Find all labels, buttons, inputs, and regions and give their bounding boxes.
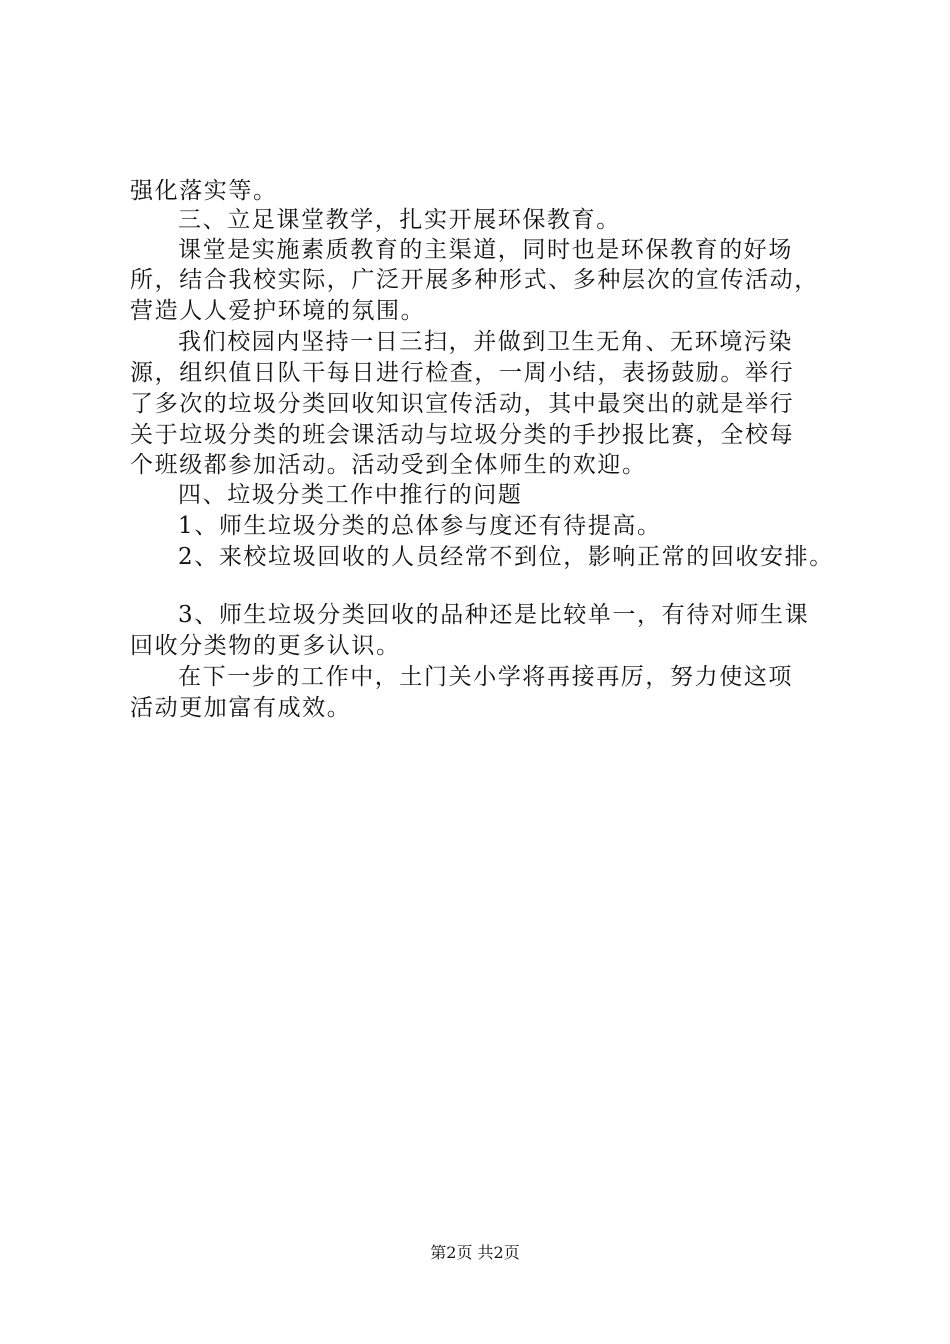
paragraph-line: 所，结合我校实际，广泛开展多种形式、多种层次的宣传活动， [130, 267, 819, 293]
list-item: 1、师生垃圾分类的总体参与度还有待提高。 [178, 513, 662, 539]
paragraph-line: 关于垃圾分类的班会课活动与垃圾分类的手抄报比赛，全校每 [130, 422, 795, 448]
paragraph-line: 源，组织值日队干每日进行检查，一周小结，表扬鼓励。举行 [130, 360, 795, 386]
list-item: 2、来校垃圾回收的人员经常不到位，影响正常的回收安排。 [178, 544, 834, 570]
section-heading: 三、立足课堂教学，扎实开展环保教育。 [178, 207, 621, 233]
paragraph-line: 个班级都参加活动。活动受到全体师生的欢迎。 [130, 452, 647, 478]
paragraph-line: 课堂是实施素质教育的主渠道，同时也是环保教育的好场 [178, 237, 793, 263]
paragraph-line: 强化落实等。 [130, 178, 278, 204]
paragraph-line: 营造人人爱护环境的氛围。 [130, 298, 426, 324]
paragraph-line: 在下一步的工作中，土门关小学将再接再厉，努力使这项 [178, 664, 793, 690]
section-heading: 四、垃圾分类工作中推行的问题 [178, 482, 523, 508]
paragraph-line: 了多次的垃圾分类回收知识宣传活动，其中最突出的就是举行 [130, 391, 795, 417]
list-item: 3、师生垃圾分类回收的品种还是比较单一，有待对师生课 [178, 602, 810, 628]
page-number-footer: 第2页 共2页 [430, 1243, 520, 1262]
paragraph-line: 我们校园内坚持一日三扫，并做到卫生无角、无环境污染 [178, 329, 793, 355]
paragraph-line: 活动更加富有成效。 [130, 695, 352, 721]
list-item-continuation: 回收分类物的更多认识。 [130, 633, 401, 659]
